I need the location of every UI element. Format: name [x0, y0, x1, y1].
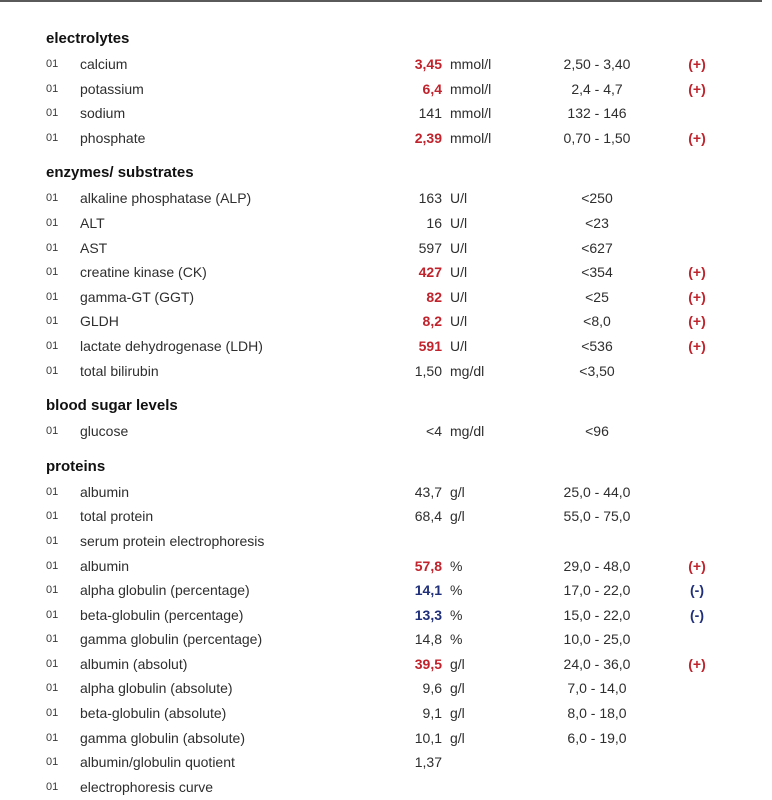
sample-code: 01	[46, 584, 59, 597]
result-unit: U/l	[450, 264, 468, 281]
test-name: GLDH	[80, 313, 119, 330]
result-unit: %	[450, 606, 463, 623]
result-value: 1,37	[414, 754, 442, 771]
result-unit	[450, 750, 520, 775]
result-unit: U/l	[450, 337, 468, 354]
test-name: phosphate	[80, 129, 146, 146]
section-title: enzymes/ substrates	[46, 164, 194, 182]
sample-code: 01	[46, 339, 59, 352]
result-unit: g/l	[450, 680, 465, 697]
result-value	[372, 775, 442, 800]
result-row	[0, 529, 772, 554]
reference-range: <23	[585, 214, 609, 231]
reference-range: 0,70 - 1,50	[563, 129, 631, 146]
abnormal-flag	[682, 480, 712, 505]
sample-code: 01	[46, 192, 59, 205]
test-name: creatine kinase (CK)	[80, 264, 207, 281]
result-value: 141	[418, 105, 442, 122]
reference-range: 132 - 146	[567, 105, 627, 122]
abnormal-flag: (+)	[688, 655, 706, 672]
result-row	[0, 750, 772, 775]
result-unit: U/l	[450, 214, 468, 231]
test-name: total bilirubin	[80, 362, 159, 379]
sample-code: 01	[46, 707, 59, 720]
test-name: AST	[80, 239, 108, 256]
abnormal-flag: (+)	[688, 557, 706, 574]
result-unit: mmol/l	[450, 105, 492, 122]
result-value: 1,50	[414, 362, 442, 379]
abnormal-flag	[682, 701, 712, 726]
sample-code: 01	[46, 534, 59, 547]
test-name: alpha globulin (percentage)	[80, 582, 250, 599]
result-row	[0, 334, 772, 359]
reference-range: 55,0 - 75,0	[563, 508, 631, 525]
abnormal-flag	[682, 236, 712, 261]
result-value: <4	[426, 423, 442, 440]
result-unit: mmol/l	[450, 56, 492, 72]
result-value: 16	[426, 214, 442, 231]
result-unit	[450, 775, 520, 800]
sample-code: 01	[46, 485, 59, 498]
result-unit: U/l	[450, 190, 468, 207]
abnormal-flag	[682, 775, 712, 800]
test-name: sodium	[80, 105, 126, 122]
section-title: blood sugar levels	[46, 397, 178, 415]
sample-code: 01	[46, 131, 59, 144]
result-row	[0, 652, 772, 677]
result-value: 2,39	[414, 129, 442, 146]
reference-range: 29,0 - 48,0	[563, 557, 631, 574]
result-row	[0, 77, 772, 102]
result-unit: g/l	[450, 705, 465, 722]
result-row	[0, 186, 772, 211]
sample-code: 01	[46, 756, 59, 769]
abnormal-flag: (-)	[690, 606, 704, 623]
result-row	[0, 285, 772, 310]
result-unit: mg/dl	[450, 423, 485, 440]
section-title: electrolytes	[46, 30, 130, 47]
result-value: 39,5	[414, 655, 442, 672]
result-row	[0, 211, 772, 236]
sample-code: 01	[46, 241, 59, 254]
result-value: 9,6	[422, 680, 442, 697]
result-value: 8,2	[422, 313, 442, 330]
sample-code: 01	[46, 315, 59, 328]
result-row	[0, 775, 772, 800]
reference-range: <354	[581, 264, 613, 281]
result-row	[0, 126, 772, 151]
result-unit: U/l	[450, 288, 468, 305]
reference-range: 8,0 - 18,0	[567, 705, 627, 722]
section-proteins	[0, 456, 772, 800]
result-row	[0, 554, 772, 579]
abnormal-flag: (+)	[688, 80, 706, 97]
sample-code: 01	[46, 266, 59, 279]
test-name: beta-globulin (percentage)	[80, 606, 244, 623]
result-row	[0, 101, 772, 126]
test-name: albumin (absolut)	[80, 655, 188, 672]
sample-code: 01	[46, 290, 59, 303]
reference-range: <8,0	[583, 313, 611, 330]
result-value	[372, 529, 442, 554]
reference-range: 15,0 - 22,0	[563, 606, 631, 623]
result-unit: %	[450, 631, 463, 648]
reference-range: 10,0 - 25,0	[563, 631, 631, 648]
test-name: ALT	[80, 214, 105, 231]
result-unit: g/l	[450, 508, 465, 525]
abnormal-flag: (+)	[688, 288, 706, 305]
test-name: albumin	[80, 557, 130, 574]
reference-range: 25,0 - 44,0	[563, 483, 631, 500]
result-value: 57,8	[414, 557, 442, 574]
test-name: calcium	[80, 56, 128, 72]
section-enzymes-substrates	[0, 162, 772, 383]
result-row	[0, 309, 772, 334]
result-value: 82	[426, 288, 442, 305]
reference-range: <250	[581, 190, 613, 207]
reference-range: 2,4 - 4,7	[571, 80, 623, 97]
sample-code: 01	[46, 107, 59, 120]
header-divider	[0, 0, 762, 2]
result-unit: %	[450, 582, 463, 599]
reference-range: <3,50	[579, 362, 615, 379]
result-row	[0, 627, 772, 652]
result-value: 14,1	[414, 582, 442, 599]
result-value: 427	[418, 264, 442, 281]
result-value: 597	[418, 239, 442, 256]
section-rows	[0, 186, 772, 383]
result-value: 163	[418, 190, 442, 207]
sample-code: 01	[46, 425, 59, 438]
result-unit: g/l	[450, 729, 465, 746]
result-unit: %	[450, 557, 463, 574]
test-name: beta-globulin (absolute)	[80, 705, 227, 722]
abnormal-flag	[682, 504, 712, 529]
result-row	[0, 260, 772, 285]
test-name: electrophoresis curve	[80, 778, 214, 795]
test-name: glucose	[80, 423, 129, 440]
result-value: 9,1	[422, 705, 442, 722]
abnormal-flag	[682, 186, 712, 211]
abnormal-flag	[682, 529, 712, 554]
result-row	[0, 726, 772, 751]
test-name: alpha globulin (absolute)	[80, 680, 233, 697]
test-name: albumin	[80, 483, 130, 500]
abnormal-flag: (+)	[688, 313, 706, 330]
abnormal-flag	[682, 726, 712, 751]
section-rows	[0, 480, 772, 800]
section-rows	[0, 52, 772, 150]
result-unit: mg/dl	[450, 362, 485, 379]
result-row	[0, 504, 772, 529]
result-row	[0, 578, 772, 603]
abnormal-flag	[682, 359, 712, 384]
reference-range: 17,0 - 22,0	[563, 582, 631, 599]
sample-code: 01	[46, 58, 59, 70]
reference-range: 7,0 - 14,0	[567, 680, 627, 697]
result-unit	[450, 529, 520, 554]
section-blood-sugar-levels	[0, 395, 772, 444]
reference-range: <536	[581, 337, 613, 354]
reference-range: <627	[581, 239, 613, 256]
abnormal-flag: (+)	[688, 337, 706, 354]
abnormal-flag	[682, 676, 712, 701]
result-row	[0, 676, 772, 701]
result-unit: g/l	[450, 655, 465, 672]
result-value: 10,1	[414, 729, 442, 746]
result-value: 68,4	[414, 508, 442, 525]
sample-code: 01	[46, 731, 59, 744]
abnormal-flag	[682, 419, 712, 444]
section-electrolytes	[0, 28, 772, 150]
abnormal-flag: (-)	[690, 582, 704, 599]
sample-code: 01	[46, 216, 59, 229]
result-value: 591	[418, 337, 442, 354]
section-rows	[0, 419, 772, 444]
result-row	[0, 603, 772, 628]
sample-code: 01	[46, 364, 59, 377]
result-unit: U/l	[450, 239, 468, 256]
sample-code: 01	[46, 633, 59, 646]
reference-range: <25	[585, 288, 609, 305]
sample-code: 01	[46, 608, 59, 621]
section-title: proteins	[46, 457, 106, 475]
sample-code: 01	[46, 780, 59, 793]
lab-report	[0, 28, 772, 799]
test-name: albumin/globulin quotient	[80, 754, 235, 771]
sample-code: 01	[46, 510, 59, 523]
abnormal-flag	[682, 750, 712, 775]
abnormal-flag: (+)	[688, 56, 706, 72]
abnormal-flag	[682, 211, 712, 236]
result-row	[0, 52, 772, 77]
reference-range: 6,0 - 19,0	[567, 729, 627, 746]
result-value: 6,4	[422, 80, 442, 97]
test-name: potassium	[80, 80, 144, 97]
result-value: 3,45	[414, 56, 442, 72]
result-row	[0, 419, 772, 444]
reference-range	[547, 750, 647, 775]
test-name: serum protein electrophoresis	[80, 532, 265, 549]
abnormal-flag: (+)	[688, 129, 706, 146]
reference-range	[547, 529, 647, 554]
result-unit: g/l	[450, 483, 465, 500]
reference-range	[547, 775, 647, 800]
result-row	[0, 480, 772, 505]
sample-code: 01	[46, 82, 59, 95]
sample-code: 01	[46, 657, 59, 670]
abnormal-flag: (+)	[688, 264, 706, 281]
test-name: gamma-GT (GGT)	[80, 288, 195, 305]
abnormal-flag	[682, 627, 712, 652]
sample-code: 01	[46, 559, 59, 572]
result-unit: mmol/l	[450, 129, 492, 146]
result-value: 43,7	[414, 483, 442, 500]
sample-code: 01	[46, 682, 59, 695]
result-unit: mmol/l	[450, 80, 492, 97]
result-unit: U/l	[450, 313, 468, 330]
reference-range: 24,0 - 36,0	[563, 655, 631, 672]
test-name: gamma globulin (absolute)	[80, 729, 245, 746]
abnormal-flag	[682, 101, 712, 126]
test-name: total protein	[80, 508, 154, 525]
result-row	[0, 236, 772, 261]
reference-range: 2,50 - 3,40	[563, 56, 631, 72]
result-row	[0, 359, 772, 384]
result-value: 13,3	[414, 606, 442, 623]
reference-range: <96	[585, 423, 609, 440]
result-value: 14,8	[414, 631, 442, 648]
test-name: lactate dehydrogenase (LDH)	[80, 337, 263, 354]
test-name: alkaline phosphatase (ALP)	[80, 190, 252, 207]
test-name: gamma globulin (percentage)	[80, 631, 263, 648]
result-row	[0, 701, 772, 726]
